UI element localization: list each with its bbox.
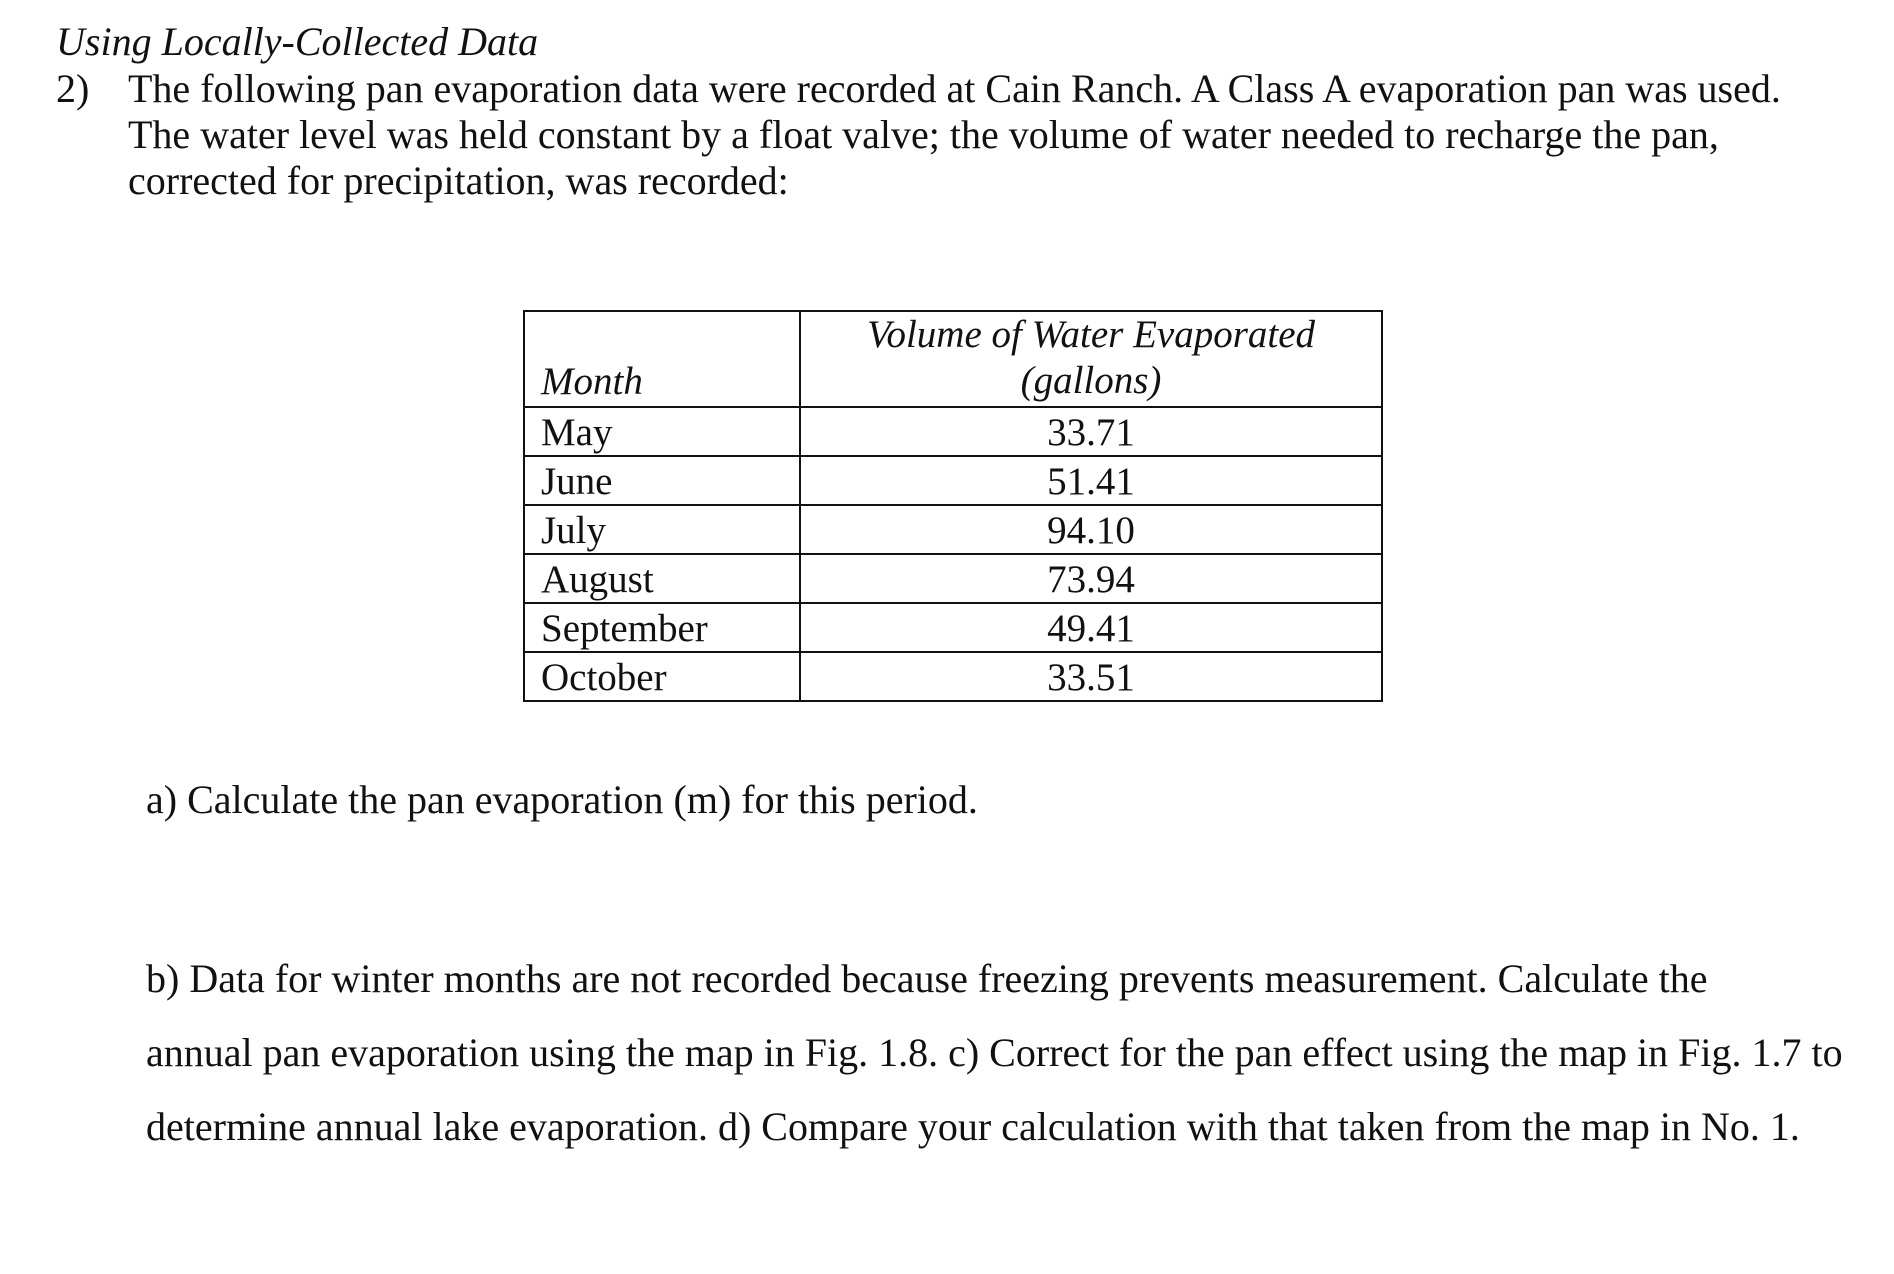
volume-cell: 33.51	[800, 652, 1382, 701]
volume-header-line: Volume of Water Evaporated	[866, 313, 1316, 356]
table-row	[524, 407, 1382, 456]
volume-header-unit: (gallons)	[1020, 359, 1162, 402]
table-row	[524, 603, 1382, 652]
question-b-line: annual pan evaporation using the map in Fig. 1.8. c) Correct for the pan effect using the map in Fig. 1.7 to	[146, 1030, 1843, 1075]
question-b-line: determine annual lake evaporation. d) Compare your calculation with that taken from the map in No. 1.	[146, 1104, 1800, 1149]
month-cell: June	[524, 456, 800, 505]
month-cell: May	[524, 407, 800, 456]
month-column-header: Month	[524, 311, 800, 407]
intro-line: The following pan evaporation data were recorded at Cain Ranch. A Class A evaporation pan was used.	[128, 66, 1781, 111]
table-row	[524, 505, 1382, 554]
section-heading: Using Locally-Collected Data	[56, 19, 539, 64]
volume-cell: 51.41	[800, 456, 1382, 505]
intro-line: corrected for precipitation, was recorded:	[128, 158, 789, 203]
problem-intro	[128, 66, 1848, 204]
intro-line: The water level was held constant by a float valve; the volume of water needed to recharge the pan,	[128, 112, 1719, 157]
month-cell: August	[524, 554, 800, 603]
table-row	[524, 456, 1382, 505]
volume-cell: 94.10	[800, 505, 1382, 554]
question-b-block	[146, 942, 1843, 1164]
table-row	[524, 554, 1382, 603]
evaporation-table	[523, 310, 1383, 702]
volume-cell: 49.41	[800, 603, 1382, 652]
table-header-row	[524, 311, 1382, 407]
question-b-line: b) Data for winter months are not recorded because freezing prevents measurement. Calculate the	[146, 956, 1708, 1001]
volume-column-header	[800, 311, 1382, 407]
month-cell: September	[524, 603, 800, 652]
table-row	[524, 652, 1382, 701]
month-cell: July	[524, 505, 800, 554]
volume-cell: 73.94	[800, 554, 1382, 603]
problem-number: 2)	[56, 66, 90, 111]
month-cell: October	[524, 652, 800, 701]
question-a: a) Calculate the pan evaporation (m) for this period.	[146, 777, 978, 822]
volume-cell: 33.71	[800, 407, 1382, 456]
